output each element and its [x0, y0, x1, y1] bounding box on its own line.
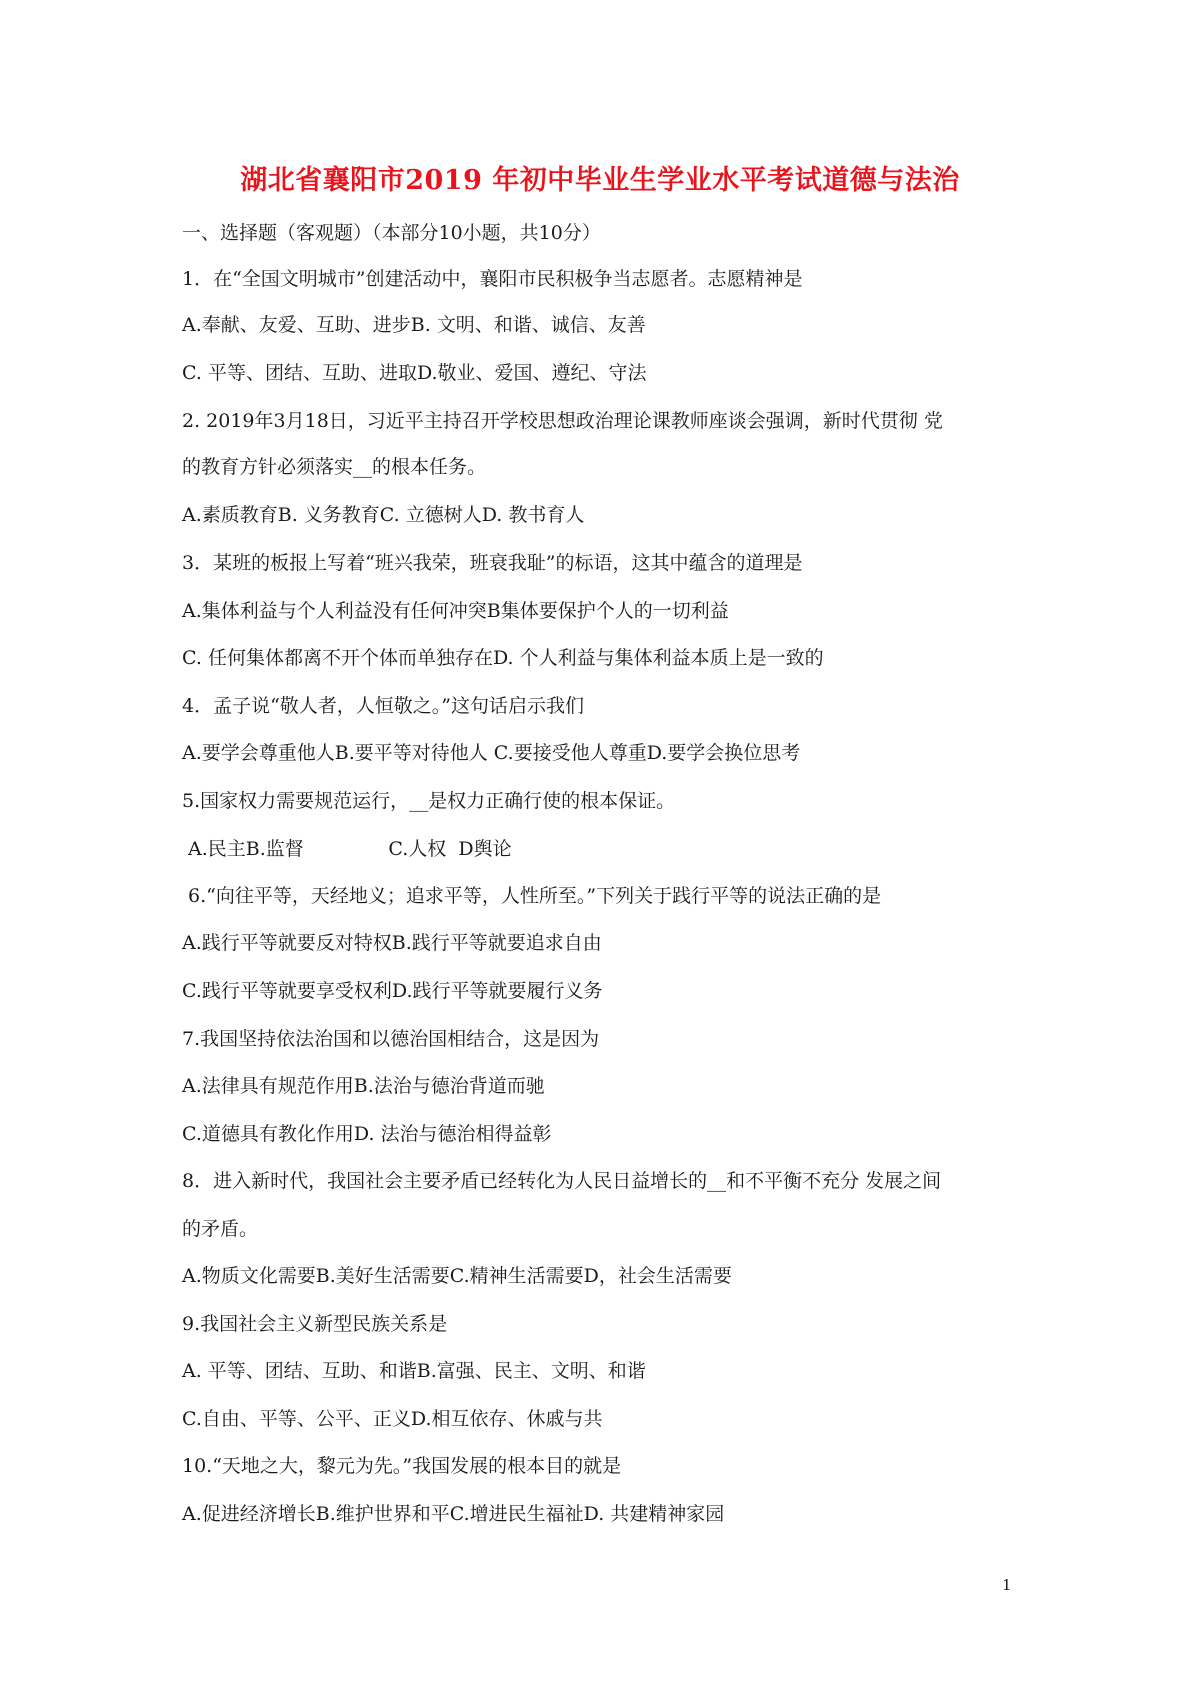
question-2-stem: 2. 2019年3月18日，习近平主持召开学校思想政治理论课教师座谈会强调，新时代贯彻 党: [182, 410, 943, 432]
question-9-options-ab: A. 平等、团结、互助、和谐B.富强、民主、文明、和谐: [182, 1360, 646, 1382]
question-3-options-cd: C. 任何集体都离不开个体而单独存在D. 个人利益与集体利益本质上是一致的: [182, 647, 824, 669]
question-5-stem: 5.国家权力需要规范运行，__是权力正确行使的根本保证。: [182, 790, 676, 812]
question-2-options: A.素质教育B. 义务教育C. 立德树人D. 教书育人: [182, 504, 585, 526]
document-title: 湖北省襄阳市2019 年初中毕业生学业水平考试道德与法治: [240, 165, 960, 196]
question-9-stem: 9.我国社会主义新型民族关系是: [182, 1313, 448, 1335]
section-heading: 一、选择题（客观题）（本部分10小题，共10分）: [182, 222, 601, 244]
question-8-stem-continued: 的矛盾。: [182, 1218, 259, 1240]
question-8-stem: 8．进入新时代，我国社会主要矛盾已经转化为人民日益增长的__和不平衡不充分 发展之间: [182, 1170, 942, 1192]
question-6-options-ab: A.践行平等就要反对特权B.践行平等就要追求自由: [182, 932, 602, 954]
question-7-options-cd: C.道德具有教化作用D. 法治与德治相得益彰: [182, 1123, 552, 1145]
question-6-options-cd: C.践行平等就要享受权利D.践行平等就要履行义务: [182, 980, 603, 1002]
question-3-options-ab: A.集体利益与个人利益没有任何冲突B集体要保护个人的一切利益: [182, 600, 729, 622]
page-number: 1: [1002, 1576, 1012, 1594]
question-4-stem: 4．孟子说“敬人者，人恒敬之。”这句话启示我们: [182, 695, 585, 717]
question-9-options-cd: C.自由、平等、公平、正义D.相互依存、休戚与共: [182, 1408, 603, 1430]
question-5-options: A.民主B.监督 C.人权 D舆论: [182, 838, 512, 860]
question-8-options: A.物质文化需要B.美好生活需要C.精神生活需要D，社会生活需要: [182, 1265, 732, 1287]
question-6-stem: 6.“向往平等，天经地义；追求平等，人性所至。”下列关于践行平等的说法正确的是: [182, 885, 882, 907]
question-1-stem: 1．在“全国文明城市”创建活动中，襄阳市民积极争当志愿者。志愿精神是: [182, 268, 803, 290]
question-7-stem: 7.我国坚持依法治国和以德治国相结合，这是因为: [182, 1028, 600, 1050]
question-2-stem-continued: 的教育方针必须落实__的根本任务。: [182, 456, 487, 478]
question-10-options: A.促进经济增长B.维护世界和平C.增进民生福祉D. 共建精神家园: [182, 1503, 725, 1525]
question-1-options-ab: A.奉献、友爱、互助、进步B. 文明、和谐、诚信、友善: [182, 314, 646, 336]
question-10-stem: 10.“天地之大，黎元为先。”我国发展的根本目的就是: [182, 1455, 622, 1477]
question-3-stem: 3．某班的板报上写着“班兴我荣，班衰我耻”的标语，这其中蕴含的道理是: [182, 552, 803, 574]
question-7-options-ab: A.法律具有规范作用B.法治与德治背道而驰: [182, 1075, 545, 1097]
question-4-options: A.要学会尊重他人B.要平等对待他人 C.要接受他人尊重D.要学会换位思考: [182, 742, 801, 764]
question-1-options-cd: C. 平等、团结、互助、进取D.敬业、爱国、遵纪、守法: [182, 362, 647, 384]
